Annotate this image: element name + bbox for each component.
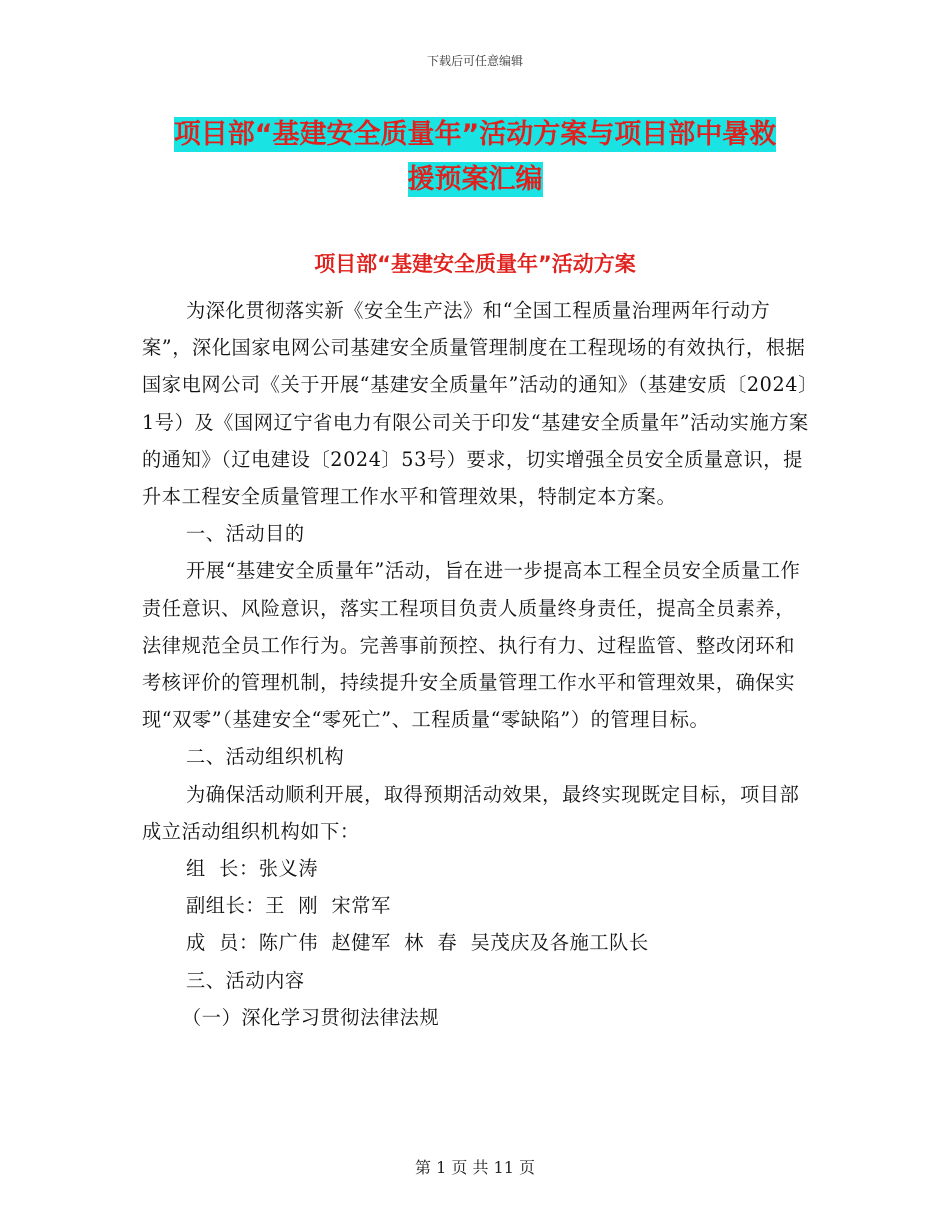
section-title: 项目部“基建安全质量年”活动方案 xyxy=(314,252,636,276)
subheading-study-laws: （一）深化学习贯彻法律法规 xyxy=(182,1005,440,1029)
organization-paragraph: 为确保活动顺利开展，取得预期活动效果，最终实现既定目标，项目部成立活动组织机构如下： xyxy=(142,782,800,843)
page-number-footer: 第 1 页 共 11 页 xyxy=(415,1158,535,1177)
intro-paragraph: 为深化贯彻落实新《安全生产法》和“全国工程质量治理两年行动方案”，深化国家电网公司基建安全质量管理制度在工程现场的有效执行，根据国家电网公司《关于开展“基建安全质量年”活动的通知》（基建安质〔2024〕1号）及《国网辽宁省电力有限公司关于印发“基建安全质量年”活动实施方案的通知》（辽电建设〔2024〕53号）要求，切实增强全员安全质量意识，提升本工程安全质量管理工作水平和管理效果，特制定本方案。 xyxy=(142,299,809,509)
deputy-leader-line: 副组长：王 刚 宋常军 xyxy=(186,894,391,918)
document-title-text-1: 项目部“基建安全质量年”活动方案与项目部中暑救 xyxy=(173,119,777,150)
members-line: 成 员：陈广伟 赵健军 林 春 吴茂庆及各施工队长 xyxy=(186,931,649,955)
document-title-line-1 xyxy=(0,112,950,151)
leader-line: 组 长：张义涛 xyxy=(186,857,319,881)
heading-activity-purpose: 一、活动目的 xyxy=(186,522,305,546)
document-body xyxy=(142,292,810,1036)
heading-activity-content: 三、活动内容 xyxy=(186,968,305,992)
document-title-line-2 xyxy=(0,157,950,196)
heading-organization: 二、活动组织机构 xyxy=(186,745,345,769)
document-title-text-2: 援预案汇编 xyxy=(407,164,543,195)
purpose-paragraph: 开展“基建安全质量年”活动，旨在进一步提高本工程全员安全质量工作责任意识、风险意识，落实工程项目负责人质量终身责任，提高全员素养，法律规范全员工作行为。完善事前预控、执行有力、过程监管、整改闭环和考核评价的管理机制，持续提升安全质量管理工作水平和管理效果，确保实现“双零”（基建安全“零死亡”、工程质量“零缺陷”）的管理目标。 xyxy=(142,559,801,732)
header-note: 下载后可任意编辑 xyxy=(426,54,523,68)
